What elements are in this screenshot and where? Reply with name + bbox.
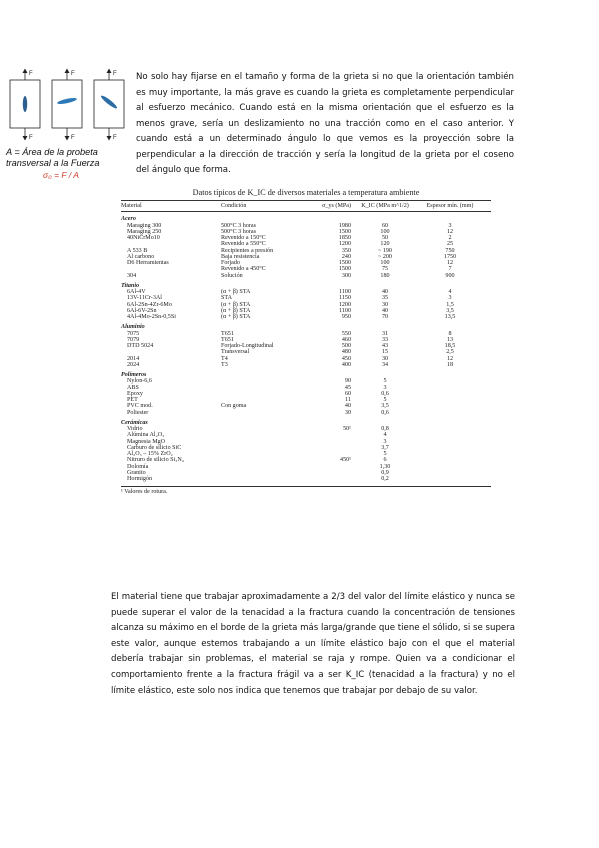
- table-cell: 1150: [339, 295, 351, 302]
- table-cell: 300: [341, 272, 351, 279]
- table-cell: 4: [448, 289, 452, 295]
- table-cell: ~ 190: [378, 247, 392, 254]
- table-cell: Transversal: [221, 349, 250, 356]
- table-cell: 950: [341, 314, 351, 320]
- table-cell: 30: [381, 355, 389, 362]
- force-label: F: [71, 71, 75, 77]
- table-cell: 100: [380, 260, 390, 266]
- table-group-row: [121, 279, 491, 289]
- table-cell: 1100: [339, 289, 351, 295]
- table-cell: 0,9: [381, 469, 389, 476]
- kic-data-table: [121, 188, 491, 495]
- table-cell: 1500: [338, 228, 351, 235]
- table-cell: 6Al-2Sn-4Zr-6Mo: [127, 301, 172, 308]
- table-cell: 5: [383, 397, 387, 403]
- table-cell: 30: [381, 301, 389, 308]
- table-cell: ~ 200: [378, 253, 392, 260]
- table-cell: Nylon-6,6: [127, 378, 152, 385]
- table-cell: 100: [380, 228, 390, 235]
- table-cell: [409, 476, 491, 482]
- table-cell: STA: [221, 295, 233, 302]
- paragraph-fracture-toughness: El material tiene que trabajar aproximadamente a 2/3 del valor del límite elástico y nunca se puede superar el valor de la tenacidad a la fractura cuando la concentración de tensiones alcanza su máximo en el borde de la grieta más larga/grande que tiene el sólido, si se supera este valor, aunque estemos trabajando a un límite elástico bajo con el que el material debería trabajar sin problemas, el material se raja y rompe. Quien va a condicionar el comportamiento frente a la fractura frágil va a ser K_IC (tenacidad a la fractura) y no el límite elástico, este solo nos indica que tenemos que trabajar por debajo de su valor.: [111, 592, 515, 696]
- table-cell: 8: [448, 330, 452, 337]
- table-cell: 75: [381, 266, 389, 273]
- table-cell: 2: [448, 235, 452, 241]
- table-cell: 900: [445, 272, 455, 279]
- table-cell: Granito: [127, 469, 146, 476]
- table-cell: Solución: [221, 272, 243, 279]
- column-header: K_IC (MPa m^1/2): [361, 201, 409, 212]
- table-cell: Forjado-Longitudinal: [221, 343, 274, 349]
- table-cell: 6Al-4V: [127, 289, 146, 295]
- table-cell: 60: [381, 222, 389, 229]
- crack-orientation-figure: [6, 68, 132, 186]
- group-heading: Polímeros: [121, 372, 147, 378]
- crack-shape: [57, 97, 77, 105]
- table-cell: T4: [221, 355, 228, 362]
- table-cell: 0,8: [381, 426, 389, 432]
- table-cell: 1850: [338, 235, 351, 241]
- table-cell: 40NiCrMo10: [127, 235, 160, 241]
- table-cell: 2,5: [446, 349, 454, 356]
- force-label: F: [29, 135, 33, 141]
- table-cell: ABS: [127, 384, 139, 391]
- specimen-diagram: [6, 68, 132, 148]
- table-cell: 0,6: [381, 409, 389, 416]
- table-cell: 40: [344, 403, 351, 410]
- table-cell: Revenido a 450°C: [221, 266, 266, 273]
- table-cell: 450¹: [340, 457, 351, 464]
- table-cell: 15: [381, 349, 389, 356]
- table-group-row: [121, 368, 491, 378]
- table-cell: 13,5: [444, 314, 456, 320]
- table-cell: D6 Herramientas: [127, 260, 169, 266]
- table-cell: T651: [221, 330, 234, 337]
- table-cell: 1200: [338, 301, 351, 308]
- table-cell: 240: [341, 253, 351, 260]
- group-heading: Titanio: [121, 282, 140, 289]
- force-label: F: [71, 135, 75, 141]
- table-cell: 1500: [338, 266, 351, 273]
- table-cell: 4Al-4Mo-2Sn-0,5Si: [127, 314, 176, 320]
- table-cell: 5: [383, 451, 387, 457]
- table-cell: 45: [344, 384, 351, 391]
- table-cell: T651: [221, 336, 234, 343]
- table-cell: 1500: [338, 260, 351, 266]
- table-cell: T3: [221, 361, 228, 368]
- table-cell: 3,5: [381, 403, 389, 410]
- table-cell: 13V-11Cr-3Al: [127, 295, 162, 302]
- table-cell: 25: [446, 241, 454, 248]
- force-label: F: [113, 71, 117, 77]
- table-footnote: ¹ Valores de rotura.: [121, 486, 491, 495]
- table-cell: 1100: [339, 307, 351, 314]
- table-cell: 500°C 3 horas: [221, 228, 256, 235]
- table-group-row: [121, 212, 491, 223]
- table-cell: 180: [380, 272, 390, 279]
- table-cell: 350: [341, 247, 351, 254]
- table-cell: DTD 5024: [127, 343, 154, 349]
- table-cell: 1980: [338, 222, 351, 229]
- table-cell: 400: [341, 361, 351, 368]
- table-cell: Vidrio: [127, 426, 143, 432]
- figure-caption: [6, 147, 136, 168]
- table-cell: Revenido a 150°C: [221, 235, 266, 241]
- caption-line: A = Área de la probeta: [6, 147, 98, 157]
- table-cell: 3,7: [381, 444, 389, 451]
- table-cell: 11: [345, 397, 351, 403]
- group-heading: Aluminio: [121, 324, 145, 331]
- table-cell: 6Al-6V-2Sn: [127, 307, 157, 314]
- table-cell: Carburo de silicio SiC: [127, 444, 182, 451]
- table-cell: 7075: [127, 330, 140, 337]
- table-cell: 3: [383, 438, 387, 445]
- table-cell: 500: [341, 343, 351, 349]
- table-cell: (α + β) STA: [221, 301, 251, 308]
- table-cell: 6: [383, 457, 387, 464]
- group-heading: Cerámicas: [121, 419, 148, 426]
- table-cell: 50: [381, 235, 389, 241]
- crack-shape: [100, 94, 118, 110]
- table-cell: 60: [344, 390, 351, 397]
- table-cell: 4: [383, 432, 387, 439]
- table-cell: 7079: [127, 336, 140, 343]
- table-header-row: [121, 201, 491, 212]
- column-header: Espesor mín. (mm): [409, 201, 491, 212]
- table-cell: 34: [381, 361, 389, 368]
- table-title: Datos típicos de K_IC de diversos materiales a temperatura ambiente: [192, 188, 420, 197]
- table-cell: Baja resistencia: [221, 253, 260, 260]
- table-cell: Magnesia MgO: [127, 438, 166, 445]
- table-cell: 3: [448, 295, 452, 302]
- table-cell: 1,30: [379, 463, 391, 470]
- table-cell: 450: [341, 355, 351, 362]
- caption-line: transversal a la Fuerza: [6, 157, 100, 168]
- table-cell: 3,5: [446, 307, 454, 314]
- table-cell: 18,5: [444, 343, 456, 349]
- table-cell: PVC mod.: [127, 403, 153, 410]
- table-group-row: [121, 416, 491, 426]
- table-cell: Forjado: [221, 260, 240, 266]
- table-cell: 550: [341, 330, 351, 337]
- table-cell: 12: [446, 260, 454, 266]
- table-cell: 120: [380, 241, 390, 248]
- table-cell: 1750: [443, 253, 457, 260]
- table-cell: Nitruro de silicio Si₃N₄: [127, 457, 184, 464]
- table-cell: Poliester: [127, 409, 149, 416]
- table-cell: 43: [381, 343, 389, 349]
- table-cell: Maraging 300: [127, 222, 162, 229]
- table-cell: 18: [446, 361, 454, 368]
- table-cell: [311, 476, 361, 482]
- column-header: σ_ys (MPa): [311, 201, 361, 212]
- stress-formula: σ₀ = F / A: [43, 170, 79, 180]
- column-header: Condición: [221, 201, 311, 212]
- table-cell: 2024: [127, 361, 140, 368]
- table-row: [121, 476, 491, 482]
- specimen-horizontal-crack: [52, 80, 82, 128]
- force-label: F: [113, 135, 117, 141]
- table-cell: 3: [448, 222, 452, 229]
- table-cell: Epoxy: [127, 390, 143, 397]
- table-cell: 5: [383, 378, 387, 385]
- table-cell: 2014: [127, 355, 140, 362]
- table-cell: 35: [381, 295, 389, 302]
- table-cell: Hormigón: [127, 476, 153, 482]
- table-cell: 7: [448, 266, 452, 273]
- table-cell: [221, 476, 311, 482]
- table-cell: (α + β) STA: [221, 289, 251, 295]
- table-cell: Al carbono: [127, 253, 155, 260]
- table-cell: PET: [127, 397, 138, 403]
- table-cell: 12: [446, 355, 454, 362]
- table-cell: 90: [344, 378, 351, 385]
- table-cell: 50¹: [343, 426, 351, 432]
- table-cell: 30: [344, 409, 351, 416]
- table-cell: 460: [341, 336, 351, 343]
- table-cell: 1,5: [446, 301, 454, 308]
- table-cell: 304: [127, 272, 137, 279]
- table-cell: 40: [381, 289, 389, 295]
- table-cell: 0,2: [381, 476, 389, 482]
- table-cell: 3: [383, 384, 387, 391]
- table-cell: 750: [445, 247, 455, 254]
- table-cell: 12: [446, 228, 454, 235]
- table-cell: A 533 B: [127, 247, 148, 254]
- group-heading: Acero: [121, 216, 136, 223]
- table-cell: 13: [446, 336, 454, 343]
- table-cell: 480: [341, 349, 351, 356]
- table-cell: 1200: [338, 241, 351, 248]
- table-cell: (α + β) STA: [221, 314, 251, 320]
- table-cell: Dolomía: [127, 463, 149, 470]
- force-label: F: [29, 71, 33, 77]
- table-cell: 40: [381, 307, 389, 314]
- table-cell: Recipientes a presión: [221, 247, 274, 254]
- table-cell: Con goma: [221, 403, 247, 410]
- table-cell: Maraging 250: [127, 228, 162, 235]
- paragraph-crack-orientation: No solo hay fijarse en el tamaño y forma de la grieta si no que la orientación también es muy importante, la más grave es cuando la grieta es completamente perpendicular al esfuerzo mecánico. Cuando está en la misma orientación que el esfuerzo es la menos grave, sería un deslizamiento no una tracción como en el caso anterior. Y cuando está a un determinado ángulo lo que vemos es la proyección sobre la perpendicular a la dirección de tracción y sería la longitud de la grieta por el coseno del ángulo que forma.: [136, 72, 514, 175]
- table-cell: Revenido a 550°C: [221, 241, 266, 248]
- column-header: Material: [121, 201, 221, 212]
- table-cell: Alúmina Al₂O₃: [127, 432, 165, 439]
- table-cell: 500°C 3 horas: [221, 222, 256, 229]
- table-cell: Al₂O₃ – 15% ZrO₂: [127, 451, 173, 457]
- table-cell: 0,6: [381, 390, 389, 397]
- table-group-row: [121, 320, 491, 330]
- crack-shape: [23, 96, 27, 112]
- table-cell: 70: [381, 314, 389, 320]
- table-cell: (α + β) STA: [221, 307, 251, 314]
- table-cell: 33: [381, 336, 389, 343]
- table-cell: 31: [381, 330, 389, 337]
